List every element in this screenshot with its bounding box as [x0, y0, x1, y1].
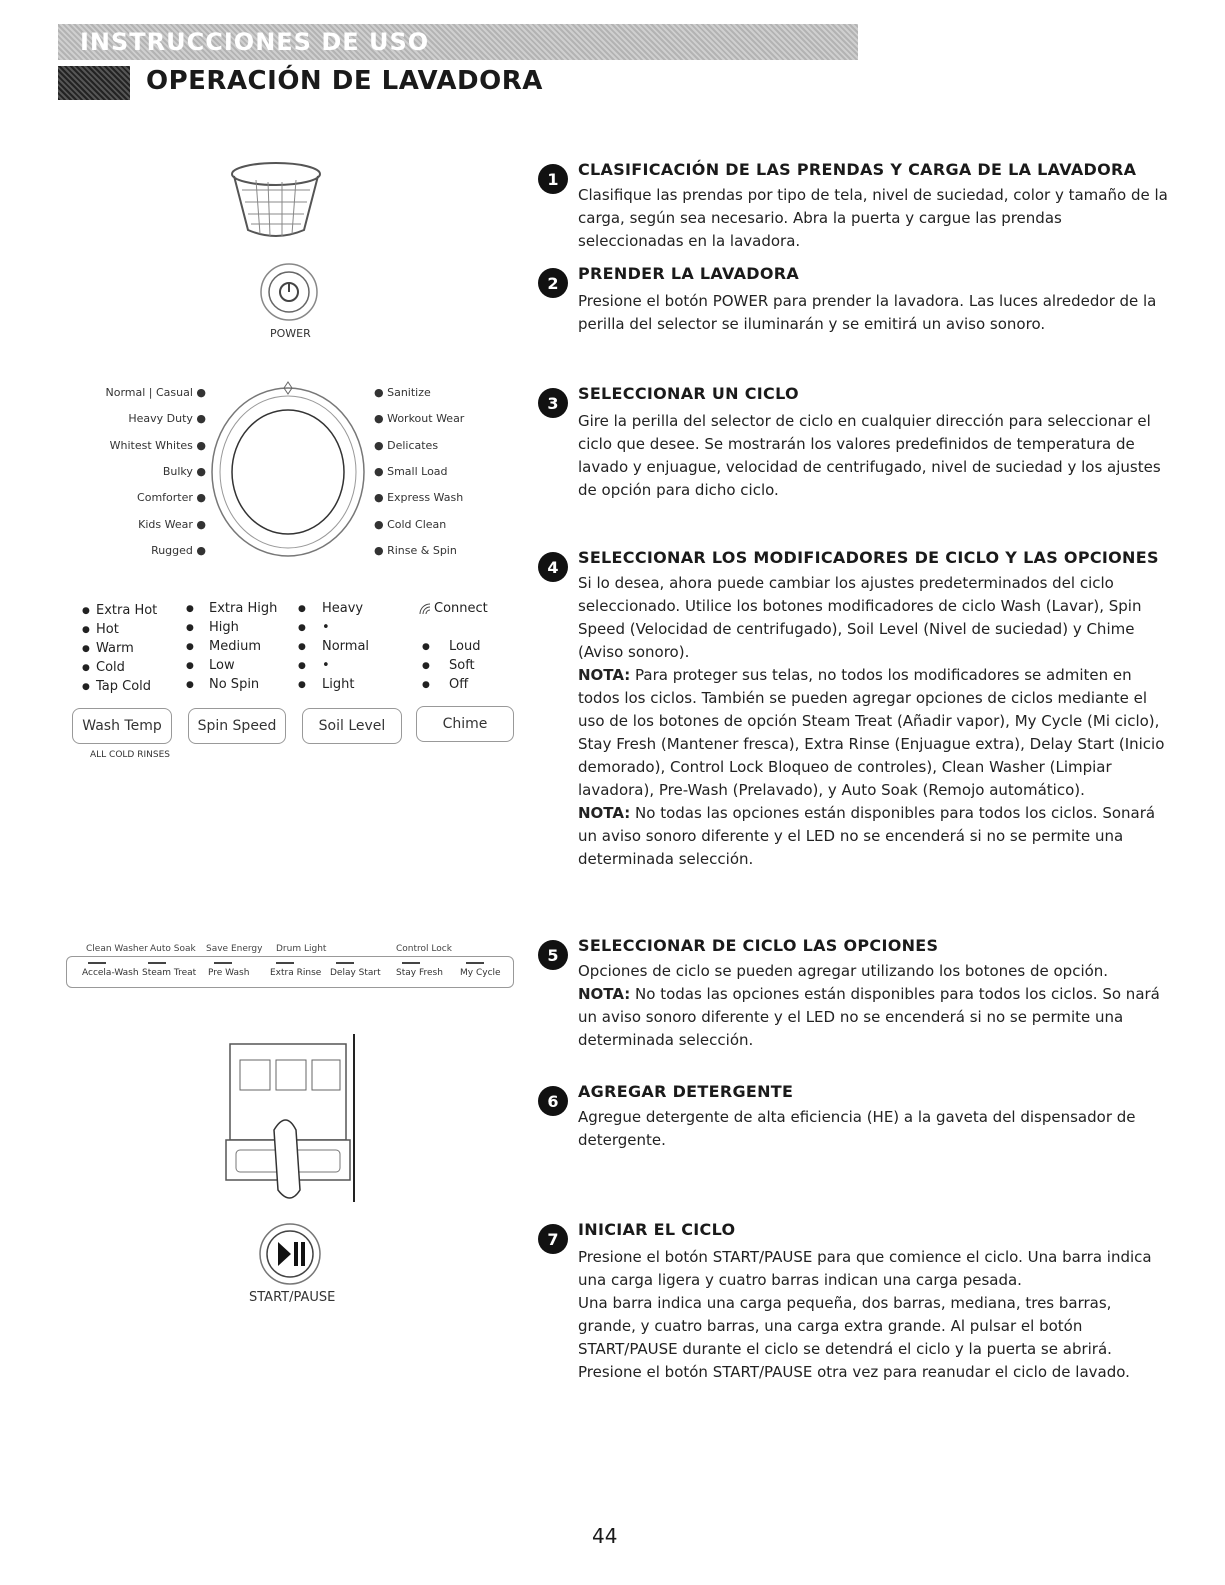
step-title: AGREGAR DETERGENTE [578, 1082, 794, 1101]
start-pause-label: START/PAUSE [249, 1290, 336, 1305]
cycle-label: ● Sanitize [374, 386, 431, 399]
step-number-badge: 1 [538, 164, 568, 194]
soil-level-option: Light [322, 677, 355, 692]
page-number: 44 [592, 1524, 618, 1548]
start-pause-button-icon[interactable] [258, 1222, 322, 1286]
indicator-dot: ● [186, 623, 194, 633]
wash-temp-option: Extra Hot [96, 603, 158, 618]
indicator-dot: ● [82, 625, 90, 635]
step-number-badge: 2 [538, 268, 568, 298]
indicator-dot: ● [82, 606, 90, 616]
indicator-dot: ● [186, 661, 194, 671]
step-number-badge: 5 [538, 940, 568, 970]
step-number-badge: 4 [538, 552, 568, 582]
cycle-label: Comforter ● [137, 491, 206, 505]
wash-temp-option: Hot [96, 622, 119, 637]
indicator-dot: ● [298, 642, 306, 652]
indicator-dot: ● [82, 644, 90, 654]
led-indicator [466, 962, 484, 964]
cycle-label: Rugged ● [151, 543, 206, 557]
indicator-dot: ● [82, 682, 90, 692]
step-title: SELECCIONAR DE CICLO LAS OPCIONES [578, 936, 939, 955]
step-number-badge: 6 [538, 1086, 568, 1116]
cycle-label: ● Delicates [374, 438, 439, 452]
step-number-badge: 3 [538, 388, 568, 418]
step-title: PRENDER LA LAVADORA [578, 264, 800, 283]
spin-speed-option: No Spin [209, 677, 260, 692]
option-button[interactable]: Accela-Wash [82, 968, 139, 978]
wash-temp-option: Tap Cold [96, 679, 152, 694]
option-button[interactable]: Delay Start [330, 968, 381, 978]
note-label: NOTA: [578, 985, 631, 1003]
cycle-label: Whitest Whites ● [109, 438, 206, 452]
option-button[interactable]: My Cycle [460, 968, 501, 978]
chime-option: Soft [449, 658, 475, 673]
note-label: NOTA: [578, 666, 631, 684]
cycle-label: Kids Wear ● [138, 517, 206, 531]
soil-level-option: • [322, 658, 330, 673]
power-button-icon[interactable] [259, 262, 319, 322]
spin-speed-button[interactable]: Spin Speed [188, 708, 286, 744]
indicator-dot: ● [298, 661, 306, 671]
save-energy-label: Save Energy [206, 944, 263, 954]
detergent-drawer-illustration [224, 1030, 364, 1210]
option-button[interactable]: Stay Fresh [396, 968, 443, 978]
chime-option: Off [449, 677, 469, 692]
spin-speed-option: Low [209, 658, 235, 673]
chime-option: Loud [449, 639, 481, 654]
soil-level-option: Normal [322, 639, 370, 654]
step-body: Presione el botón START/PAUSE para que comience el ciclo. Una barra indica una carga ligera y cuatro barras indican una carga pesada. Una barra indica una carga pequeña, dos barras, mediana, tres barras, grande, y cuatro barras, una carga extra grande. Al pulsar el botón START/PAUSE durante el ciclo se detendrá el ciclo y la puerta se abrirá. Presione el botón START/PAUSE otra vez para reanudar el ciclo de lavado. [578, 1248, 1152, 1381]
auto-soak-label: Auto Soak [150, 944, 196, 954]
soil-level-button[interactable]: Soil Level [302, 708, 402, 744]
step-body: Gire la perilla del selector de ciclo en cualquier dirección para seleccionar el ciclo que desee. Se mostrarán los valores predefinidos de temperatura de lavado y enjuague, velocidad de centrifugado, nivel de suciedad y los ajustes de opción para dicho ciclo. [578, 412, 1161, 499]
indicator-dot: ● [422, 680, 430, 690]
section-banner-text: INSTRUCCIONES DE USO [80, 28, 430, 56]
note-label: NOTA: [578, 804, 631, 822]
soil-level-option: Heavy [322, 601, 364, 616]
indicator-dot: ● [186, 604, 194, 614]
indicator-dot: ● [186, 642, 194, 652]
step-title: INICIAR EL CICLO [578, 1220, 736, 1239]
cycle-label: ● Express Wash [374, 491, 464, 505]
wash-temp-option: Cold [96, 660, 125, 675]
wash-temp-button[interactable]: Wash Temp [72, 708, 172, 744]
wash-temp-option: Warm [96, 641, 134, 656]
led-indicator [88, 962, 106, 964]
spin-speed-option: High [209, 620, 239, 635]
option-button[interactable]: Pre Wash [208, 968, 250, 978]
step-title: SELECCIONAR UN CICLO [578, 384, 799, 403]
step-body: Clasifique las prendas por tipo de tela, nivel de suciedad, color y tamaño de la carga, según sea necesario. Abra la puerta y cargue las prendas seleccionadas en la lavadora. [578, 186, 1168, 250]
led-indicator [214, 962, 232, 964]
all-cold-rinses-label: ALL COLD RINSES [90, 750, 170, 760]
led-indicator [276, 962, 294, 964]
cycle-label: ● Small Load [374, 464, 448, 478]
step-title: SELECCIONAR LOS MODIFICADORES DE CICLO Y LAS OPCIONES [578, 548, 1159, 567]
cycle-selector-dial[interactable] [208, 380, 368, 560]
cycle-label: Heavy Duty ● [128, 412, 206, 426]
option-button[interactable]: Steam Treat [142, 968, 197, 978]
option-button[interactable]: Extra Rinse [270, 968, 322, 978]
spin-speed-option: Extra High [209, 601, 278, 616]
step-body: Opciones de ciclo se pueden agregar utilizando los botones de opción. NOTA: No todas las opciones están disponibles para todos los ciclos. So nará un aviso sonoro diferente y el LED no se encenderá si no se permite una determinada selección. [578, 962, 1160, 1049]
cycle-label: Bulky ● [162, 464, 206, 478]
step-number-badge: 7 [538, 1224, 568, 1254]
page-title: OPERACIÓN DE LAVADORA [146, 66, 543, 96]
cycle-label: Normal | Casual ● [105, 386, 206, 399]
power-label: POWER [270, 327, 311, 340]
indicator-dot: ● [422, 642, 430, 652]
chime-button[interactable]: Chime [416, 706, 514, 742]
indicator-dot: ● [298, 604, 306, 614]
chime-option: Connect [434, 601, 488, 616]
step-title: CLASIFICACIÓN DE LAS PRENDAS Y CARGA DE LA LAVADORA [578, 160, 1137, 179]
indicator-dot: ● [186, 680, 194, 690]
step-body: Si lo desea, ahora puede cambiar los ajustes predeterminados del ciclo seleccionado. Utilice los botones modificadores de ciclo Wash (Lavar), Spin Speed (Velocidad de centrifugado), Soil Level (Nivel de suciedad) y Chime (Aviso sonoro). NOTA: Para proteger sus telas, no todos los modificadores se admiten en todos los ciclos. También se pueden agregar opciones de ciclos mediante el uso de los botones de opción Steam Treat (Añadir vapor), My Cycle (Mi ciclo), Stay Fresh (Mantener fresca), Extra Rinse (Enjuague extra), Delay Start (Inicio demorado), Control Lock Bloqueo de controles), Clean Washer (Limpiar lavadora), Pre-Wash (Prelavado), y Auto Soak (Remojo automático). NOTA: No todas las opciones están disponibles para todos los ciclos. Sonará un aviso sonoro diferente y el LED no se encenderá si no se permite una determinada selección. [578, 574, 1165, 868]
indicator-dot: ● [82, 663, 90, 673]
led-indicator [402, 962, 420, 964]
soil-level-option: • [322, 620, 330, 635]
clean-washer-label: Clean Washer [86, 944, 148, 954]
title-marker [58, 66, 130, 100]
control-lock-label: Control Lock [396, 944, 452, 954]
cycle-label: ● Rinse & Spin [374, 543, 457, 557]
indicator-dot: ● [298, 623, 306, 633]
cycle-label: ● Cold Clean [374, 517, 447, 531]
connect-icon [418, 602, 432, 616]
section-banner [58, 24, 858, 60]
indicator-dot: ● [422, 661, 430, 671]
drum-light-label: Drum Light [276, 944, 327, 954]
cycle-label: ● Workout Wear [374, 412, 465, 426]
step-body: Agregue detergente de alta eficiencia (HE) a la gaveta del dispensador de detergente. [578, 1108, 1136, 1149]
spin-speed-option: Medium [209, 639, 261, 654]
step-body: Presione el botón POWER para prender la lavadora. Las luces alrededor de la perilla del selector se iluminarán y se emitirá un aviso sonoro. [578, 292, 1157, 333]
laundry-basket-icon [228, 160, 324, 242]
indicator-dot: ● [298, 680, 306, 690]
led-indicator [336, 962, 354, 964]
led-indicator [148, 962, 166, 964]
